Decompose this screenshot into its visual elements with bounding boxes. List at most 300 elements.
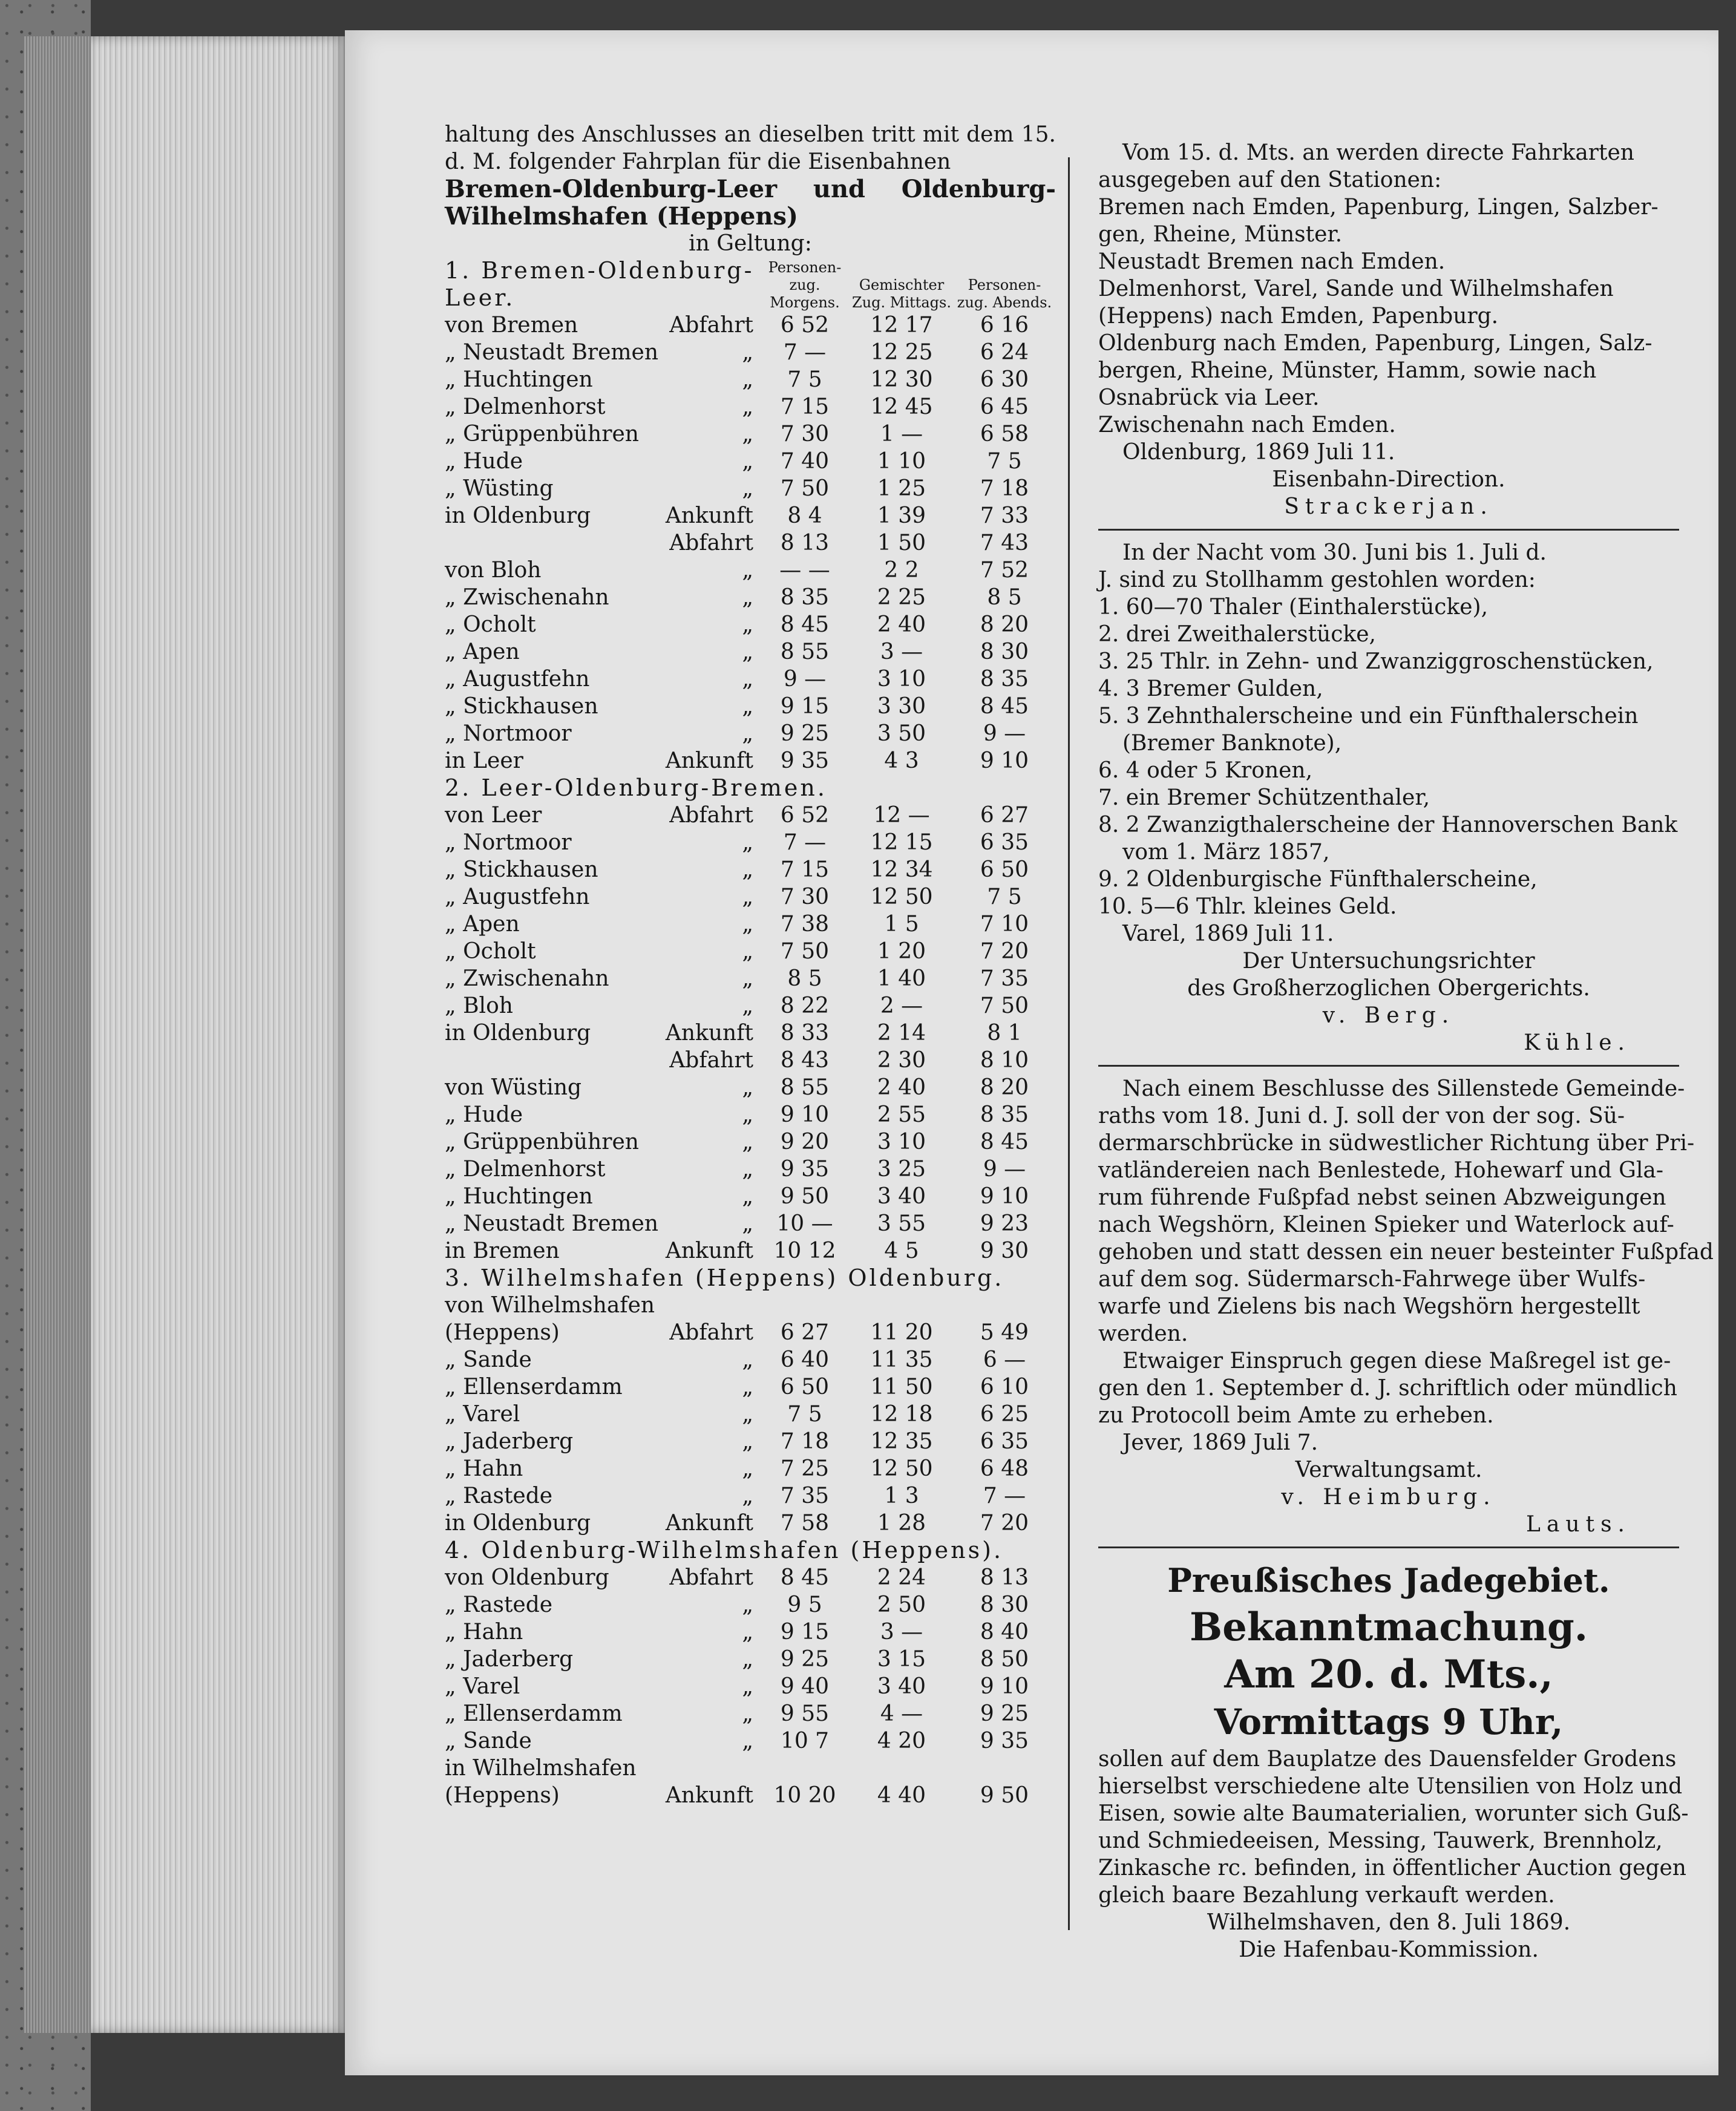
station-cell — [445, 421, 759, 448]
departure-arrival: „ — [742, 694, 753, 719]
notices-column — [1098, 139, 1714, 1963]
station-cell — [445, 911, 759, 938]
list-item: 4. 3 Bremer Gulden, — [1098, 676, 1323, 701]
timetable-row — [445, 1591, 1056, 1618]
station-name: „ Ocholt — [445, 612, 536, 637]
time-cell: 8 45 — [780, 1565, 830, 1590]
section-title: 3. Wilhelmshafen (Heppens) Oldenburg. — [445, 1265, 1004, 1291]
station-cell — [445, 1346, 759, 1373]
time-cell: 10 7 — [780, 1729, 830, 1753]
station-cell — [445, 883, 759, 911]
text-line: und Schmiedeeisen, Messing, Tauwerk, Brennholz, — [1098, 1828, 1663, 1853]
station-cell — [445, 1019, 759, 1047]
time-cell: 7 43 — [980, 531, 1029, 555]
time-cell: 1 39 — [877, 503, 926, 528]
time-cell: 2 30 — [877, 1048, 926, 1073]
time-cell: 7 — — [783, 830, 827, 855]
timetable-row — [445, 1019, 1056, 1047]
auction-heading-1: Preußisches Jadegebiet. — [1167, 1561, 1610, 1600]
time-cell: 4 — — [880, 1701, 923, 1726]
departure-arrival: „ — [742, 1484, 753, 1508]
station-name: von Bremen — [445, 313, 578, 338]
station-name: „ Augustfehn — [445, 667, 590, 692]
departure-arrival: „ — [742, 1647, 753, 1672]
departure-arrival: Ankunft — [665, 1783, 753, 1808]
time-cell: 11 20 — [870, 1320, 933, 1345]
station-cell — [445, 1183, 759, 1210]
time-cell: 6 52 — [780, 803, 830, 828]
text-line: gen, Rheine, Münster. — [1098, 222, 1343, 247]
station-name: von Leer — [445, 803, 542, 828]
time-cell: 7 50 — [980, 993, 1029, 1018]
text-line: bergen, Rheine, Münster, Hamm, sowie nach — [1098, 358, 1597, 383]
station-cell — [445, 1373, 759, 1401]
station-cell — [445, 1237, 759, 1265]
timetable-row — [445, 1373, 1056, 1401]
text-line: hierselbst verschiedene alte Utensilien von Holz und — [1098, 1774, 1683, 1799]
time-cell: 12 15 — [870, 830, 933, 855]
time-cell: 8 10 — [980, 1048, 1029, 1073]
departure-arrival: „ — [742, 1211, 753, 1236]
column-header: Gemischter Zug. Mittags. — [852, 277, 951, 311]
station-name: „ Grüppenbühren — [445, 1130, 639, 1154]
section-title: 4. Oldenburg-Wilhelmshafen (Heppens). — [445, 1537, 1004, 1563]
auction-heading-3: Am 20. d. Mts., — [1224, 1652, 1553, 1697]
list-item: vom 1. März 1857, — [1122, 840, 1330, 865]
departure-arrival: „ — [742, 1456, 753, 1481]
text-line: (Heppens) nach Emden, Papenburg. — [1098, 304, 1499, 329]
notice-rule — [1098, 1546, 1679, 1548]
time-cell: 12 35 — [870, 1429, 933, 1454]
station-name: „ Stickhausen — [445, 694, 598, 719]
station-name: „ Jaderberg — [445, 1429, 574, 1454]
station-name: „ Hude — [445, 449, 523, 474]
auction-notice — [1098, 1746, 1689, 1909]
timetable-row — [445, 1755, 1056, 1782]
timetable-row — [445, 448, 1056, 475]
text-line: warfe und Zielens bis nach Wegshörn hergestellt — [1098, 1294, 1640, 1319]
timetable-row — [445, 938, 1056, 965]
text-line: Oldenburg nach Emden, Papenburg, Lingen, Salz- — [1098, 331, 1652, 356]
time-cell: 9 15 — [780, 1620, 830, 1645]
station-name: „ Rastede — [445, 1484, 553, 1508]
time-cell: 8 20 — [980, 1075, 1029, 1100]
time-cell: 1 50 — [877, 531, 926, 555]
time-cell: 6 16 — [980, 313, 1029, 338]
departure-arrival: „ — [742, 1130, 753, 1154]
time-cell: 11 35 — [870, 1347, 933, 1372]
departure-arrival: Abfahrt — [669, 1048, 753, 1073]
timetable-row — [445, 584, 1056, 611]
time-cell: 9 15 — [780, 694, 830, 719]
time-cell: 8 1 — [987, 1021, 1022, 1046]
time-cell: 8 45 — [980, 1130, 1029, 1154]
footpath-signature-1: Verwaltungsamt. — [1295, 1458, 1482, 1482]
station-cell — [445, 611, 759, 638]
time-cell: 9 23 — [980, 1211, 1029, 1236]
time-cell: 7 5 — [987, 885, 1022, 909]
timetable-row — [445, 1128, 1056, 1156]
departure-arrival: „ — [742, 612, 753, 637]
time-cell: 2 25 — [877, 585, 926, 610]
station-cell — [445, 312, 759, 339]
departure-arrival: „ — [742, 721, 753, 746]
station-name: „ Apen — [445, 912, 520, 937]
departure-arrival: Ankunft — [665, 748, 753, 773]
timetable-row — [445, 829, 1056, 856]
timetable-row — [445, 1782, 1056, 1809]
time-cell: 7 5 — [787, 367, 822, 392]
timetable-row — [445, 856, 1056, 883]
departure-arrival: „ — [742, 476, 753, 501]
list-item: 9. 2 Oldenburgische Fünfthalerscheine, — [1098, 867, 1538, 892]
departure-arrival: Ankunft — [665, 503, 753, 528]
time-cell: 1 — — [880, 422, 923, 447]
station-cell — [445, 1673, 759, 1700]
station-cell — [445, 339, 759, 366]
timetable-row — [445, 529, 1056, 557]
text-line: ausgegeben auf den Stationen: — [1098, 168, 1442, 192]
station-cell — [445, 938, 759, 965]
timetable-row — [445, 366, 1056, 393]
auction-place-date: Wilhelmshaven, den 8. Juli 1869. — [1207, 1910, 1571, 1935]
time-cell: 6 24 — [980, 340, 1029, 365]
timetable-row — [445, 802, 1056, 829]
time-cell: 8 20 — [980, 612, 1029, 637]
station-name: „ Jaderberg — [445, 1647, 574, 1672]
timetable-row — [445, 1700, 1056, 1727]
time-cell: 7 15 — [780, 857, 830, 882]
auction-heading-4: Vormittags 9 Uhr, — [1214, 1701, 1564, 1743]
station-cell — [445, 1591, 759, 1618]
station-name: „ Nortmoor — [445, 721, 572, 746]
timetable-row — [445, 911, 1056, 938]
time-cell: 12 50 — [870, 1456, 933, 1481]
station-name: „ Augustfehn — [445, 885, 590, 909]
time-cell: 9 40 — [780, 1674, 830, 1699]
time-cell: 9 20 — [780, 1130, 830, 1154]
station-name: „ Rastede — [445, 1592, 553, 1617]
time-cell: 8 43 — [780, 1048, 830, 1073]
time-cell: 4 20 — [877, 1729, 926, 1753]
time-cell: 8 22 — [780, 993, 830, 1018]
time-cell: 8 55 — [780, 640, 830, 664]
time-cell — [759, 1755, 850, 1782]
timetable-row — [445, 666, 1056, 693]
timetable-row — [445, 393, 1056, 421]
time-cell: 9 35 — [780, 748, 830, 773]
time-cell: 6 30 — [980, 367, 1029, 392]
book-spine — [24, 36, 91, 2033]
departure-arrival: „ — [742, 830, 753, 855]
station-cell — [445, 557, 759, 584]
time-cell: 9 25 — [780, 1647, 830, 1672]
text-line: nach Wegshörn, Kleinen Spieker und Waterlock auf- — [1098, 1213, 1674, 1237]
time-cell: 9 50 — [980, 1783, 1029, 1808]
departure-arrival: „ — [742, 1592, 753, 1617]
station-cell — [445, 747, 759, 774]
station-name: „ Sande — [445, 1729, 532, 1753]
time-cell: 9 35 — [780, 1157, 830, 1182]
time-cell: 7 18 — [780, 1429, 830, 1454]
ticket-notice — [1098, 139, 1679, 466]
time-cell: 1 20 — [877, 939, 926, 964]
time-cell: 7 30 — [780, 422, 830, 447]
station-cell — [445, 1319, 759, 1346]
time-cell: 1 3 — [884, 1484, 919, 1508]
time-cell: 7 50 — [780, 476, 830, 501]
text-line: Osnabrück via Leer. — [1098, 385, 1320, 410]
departure-arrival: „ — [742, 1375, 753, 1399]
station-name: in Oldenburg — [445, 503, 591, 528]
time-cell: 9 35 — [980, 1729, 1029, 1753]
station-cell — [445, 965, 759, 992]
time-cell: 9 — — [983, 1157, 1026, 1182]
time-cell: 2 55 — [877, 1102, 926, 1127]
time-cell: 8 35 — [780, 585, 830, 610]
timetable-railways: Bremen-Oldenburg-Leer und Oldenburg-Wilhelmshafen (Heppens) — [445, 175, 1056, 231]
time-cell: 12 45 — [870, 394, 933, 419]
time-cell: 8 5 — [987, 585, 1022, 610]
time-cell: 10 12 — [773, 1239, 836, 1263]
time-cell: — — — [779, 558, 830, 583]
time-cell: 12 — — [873, 803, 930, 828]
time-cell: 5 49 — [980, 1320, 1029, 1345]
station-cell — [445, 1210, 759, 1237]
departure-arrival: „ — [742, 585, 753, 610]
station-cell — [445, 802, 759, 829]
list-item: 5. 3 Zehnthalerscheine und ein Fünfthalerschein — [1098, 704, 1639, 728]
station-cell — [445, 829, 759, 856]
time-cell: 10 20 — [773, 1783, 836, 1808]
station-cell — [445, 448, 759, 475]
time-cell: 8 13 — [780, 531, 830, 555]
time-cell — [850, 1755, 953, 1782]
time-cell: 12 18 — [870, 1402, 933, 1427]
time-cell: 1 28 — [877, 1511, 926, 1536]
footpath-signature-3: Lauts. — [1526, 1512, 1631, 1537]
departure-arrival: „ — [742, 1620, 753, 1645]
departure-arrival: „ — [742, 912, 753, 937]
time-cell: 6 25 — [980, 1402, 1029, 1427]
departure-arrival: „ — [742, 367, 753, 392]
timetable-row — [445, 557, 1056, 584]
time-cell — [953, 1755, 1056, 1782]
departure-arrival: „ — [742, 449, 753, 474]
time-cell: 3 40 — [877, 1184, 926, 1209]
timetable-row — [445, 1183, 1056, 1210]
departure-arrival: „ — [742, 640, 753, 664]
time-cell: 2 50 — [877, 1592, 926, 1617]
departure-arrival: „ — [742, 1402, 753, 1427]
station-cell — [445, 992, 759, 1019]
departure-arrival: „ — [742, 340, 753, 365]
time-cell: 12 50 — [870, 885, 933, 909]
time-cell: 7 — — [983, 1484, 1026, 1508]
departure-arrival: „ — [742, 1184, 753, 1209]
text-line: gehoben und statt dessen ein neuer besteinter Fußpfad — [1098, 1240, 1714, 1265]
station-name: von Bloh — [445, 558, 542, 583]
time-cell: 10 — — [776, 1211, 833, 1236]
time-cell: 2 24 — [877, 1565, 926, 1590]
time-cell: 7 20 — [980, 1511, 1029, 1536]
departure-arrival: Ankunft — [665, 1511, 753, 1536]
time-cell: 8 40 — [980, 1620, 1029, 1645]
ticket-signature-2: Strackerjan. — [1284, 494, 1493, 519]
text-line: rum führende Fußpfad nebst seinen Abzweigungen — [1098, 1185, 1666, 1210]
time-cell: 3 — — [880, 640, 923, 664]
station-name: „ Zwischenahn — [445, 966, 609, 991]
time-cell: 3 50 — [877, 721, 926, 746]
station-cell — [445, 1128, 759, 1156]
station-name: „ Delmenhorst — [445, 1157, 606, 1182]
time-cell: 6 48 — [980, 1456, 1029, 1481]
time-cell: 1 10 — [877, 449, 926, 474]
station-cell — [445, 1727, 759, 1755]
departure-arrival: „ — [742, 1674, 753, 1699]
station-name: „ Hude — [445, 1102, 523, 1127]
station-name: „ Sande — [445, 1347, 532, 1372]
text-line: auf dem sog. Südermarsch-Fahrwege über Wulfs- — [1098, 1267, 1646, 1292]
station-name: „ Ellenserdamm — [445, 1701, 623, 1726]
timetable-row — [445, 1156, 1056, 1183]
time-cell: 7 40 — [780, 449, 830, 474]
time-cell: 7 58 — [780, 1511, 830, 1536]
station-cell — [445, 1510, 759, 1537]
text-line: gen den 1. September d. J. schriftlich oder mündlich — [1098, 1376, 1677, 1401]
timetable-row — [445, 1346, 1056, 1373]
station-name: in Bremen — [445, 1239, 560, 1263]
list-item: 10. 5—6 Thlr. kleines Geld. — [1098, 894, 1397, 919]
list-item: 3. 25 Thlr. in Zehn- und Zwanziggroschenstücken, — [1098, 649, 1654, 674]
time-cell: 1 5 — [884, 912, 919, 937]
station-name: „ Neustadt Bremen — [445, 340, 659, 365]
departure-arrival: „ — [742, 667, 753, 692]
text-line: Zwischenahn nach Emden. — [1098, 413, 1396, 437]
page-stack-edges — [91, 36, 345, 2033]
timetable-row — [445, 747, 1056, 774]
time-cell: 6 58 — [980, 422, 1029, 447]
time-cell: 7 20 — [980, 939, 1029, 964]
auction-heading-2: Bekanntmachung. — [1189, 1605, 1588, 1650]
station-name: „ Ellenserdamm — [445, 1375, 623, 1399]
departure-arrival: „ — [742, 939, 753, 964]
station-cell — [445, 584, 759, 611]
timetable-row — [445, 992, 1056, 1019]
time-cell: 6 40 — [780, 1347, 830, 1372]
timetable-intro-end: in Geltung: — [689, 231, 812, 256]
station-cell — [445, 1047, 759, 1074]
time-cell: 8 5 — [787, 966, 822, 991]
station-cell — [445, 393, 759, 421]
time-cell: 9 30 — [980, 1239, 1029, 1263]
theft-place-date: Varel, 1869 Juli 11. — [1122, 921, 1334, 946]
time-cell: 7 35 — [780, 1484, 830, 1508]
time-cell: 4 5 — [884, 1239, 919, 1263]
time-cell — [850, 1292, 953, 1319]
station-cell — [445, 1428, 759, 1455]
time-cell: 6 50 — [780, 1375, 830, 1399]
station-cell — [445, 1156, 759, 1183]
time-cell: 7 — — [783, 340, 827, 365]
time-cell: 6 35 — [980, 1429, 1029, 1454]
departure-arrival: „ — [742, 1701, 753, 1726]
list-item: 7. ein Bremer Schützenthaler, — [1098, 785, 1430, 810]
timetable-row — [445, 638, 1056, 666]
departure-arrival: Ankunft — [665, 1021, 753, 1046]
text-line: Etwaiger Einspruch gegen diese Maßregel ist ge- — [1122, 1349, 1671, 1373]
timetable-row — [445, 1646, 1056, 1673]
list-item: 8. 2 Zwanzigthalerscheine der Hannoverschen Bank — [1098, 813, 1678, 837]
station-name: „ Hahn — [445, 1456, 523, 1481]
time-cell: 2 40 — [877, 612, 926, 637]
station-name: in Wilhelmshafen — [445, 1756, 637, 1781]
time-cell: 7 52 — [980, 558, 1029, 583]
time-cell: 8 45 — [980, 694, 1029, 719]
notice-rule — [1098, 529, 1679, 531]
text-line: zu Protocoll beim Amte zu erheben. — [1098, 1403, 1494, 1428]
station-name: von Wüsting — [445, 1075, 582, 1100]
station-cell — [445, 666, 759, 693]
section-title: 1. Bremen-Oldenburg-Leer. — [445, 257, 755, 311]
station-cell — [445, 638, 759, 666]
text-line: Eisen, sowie alte Baumaterialien, worunter sich Guß- — [1098, 1801, 1689, 1826]
station-name: „ Bloh — [445, 993, 513, 1018]
station-name: „ Stickhausen — [445, 857, 598, 882]
timetable-row — [445, 475, 1056, 502]
station-cell — [445, 502, 759, 529]
departure-arrival: „ — [742, 558, 753, 583]
time-cell: 7 33 — [980, 503, 1029, 528]
timetable-row — [445, 502, 1056, 529]
timetable-column — [445, 121, 1056, 1809]
departure-arrival: „ — [742, 885, 753, 909]
column-header: Personen-zug. Morgens. — [768, 259, 842, 311]
station-cell — [445, 1646, 759, 1673]
text-line: Neustadt Bremen nach Emden. — [1098, 249, 1446, 274]
theft-signature-1: Der Untersuchungsrichter — [1242, 949, 1535, 974]
departure-arrival: „ — [742, 857, 753, 882]
departure-arrival: Ankunft — [665, 1239, 753, 1263]
timetable-row — [445, 1727, 1056, 1755]
time-cell: 7 35 — [980, 966, 1029, 991]
time-cell: 2 40 — [877, 1075, 926, 1100]
timetable-row — [445, 1074, 1056, 1101]
station-name: „ Grüppenbühren — [445, 422, 639, 447]
text-line: Zinkasche rc. befinden, in öffentlicher Auction gegen — [1098, 1856, 1686, 1880]
ticket-signature-1: Eisenbahn-Direction. — [1272, 467, 1505, 492]
time-cell: 8 50 — [980, 1647, 1029, 1672]
time-cell: 3 40 — [877, 1674, 926, 1699]
timetable-row — [445, 965, 1056, 992]
station-name: „ Apen — [445, 640, 520, 664]
timetable-row — [445, 1455, 1056, 1482]
timetable-row — [445, 611, 1056, 638]
departure-arrival: Abfahrt — [669, 313, 753, 338]
time-cell: 9 55 — [780, 1701, 830, 1726]
time-cell: 3 10 — [877, 1130, 926, 1154]
station-cell — [445, 693, 759, 720]
timetable-row — [445, 1401, 1056, 1428]
time-cell: 6 35 — [980, 830, 1029, 855]
auction-signature: Die Hafenbau-Kommission. — [1239, 1937, 1539, 1962]
station-cell — [445, 529, 759, 557]
time-cell: 12 34 — [870, 857, 933, 882]
departure-arrival: „ — [742, 1429, 753, 1454]
time-cell: 3 10 — [877, 667, 926, 692]
time-cell: 8 55 — [780, 1075, 830, 1100]
station-name: „ Varel — [445, 1674, 520, 1699]
